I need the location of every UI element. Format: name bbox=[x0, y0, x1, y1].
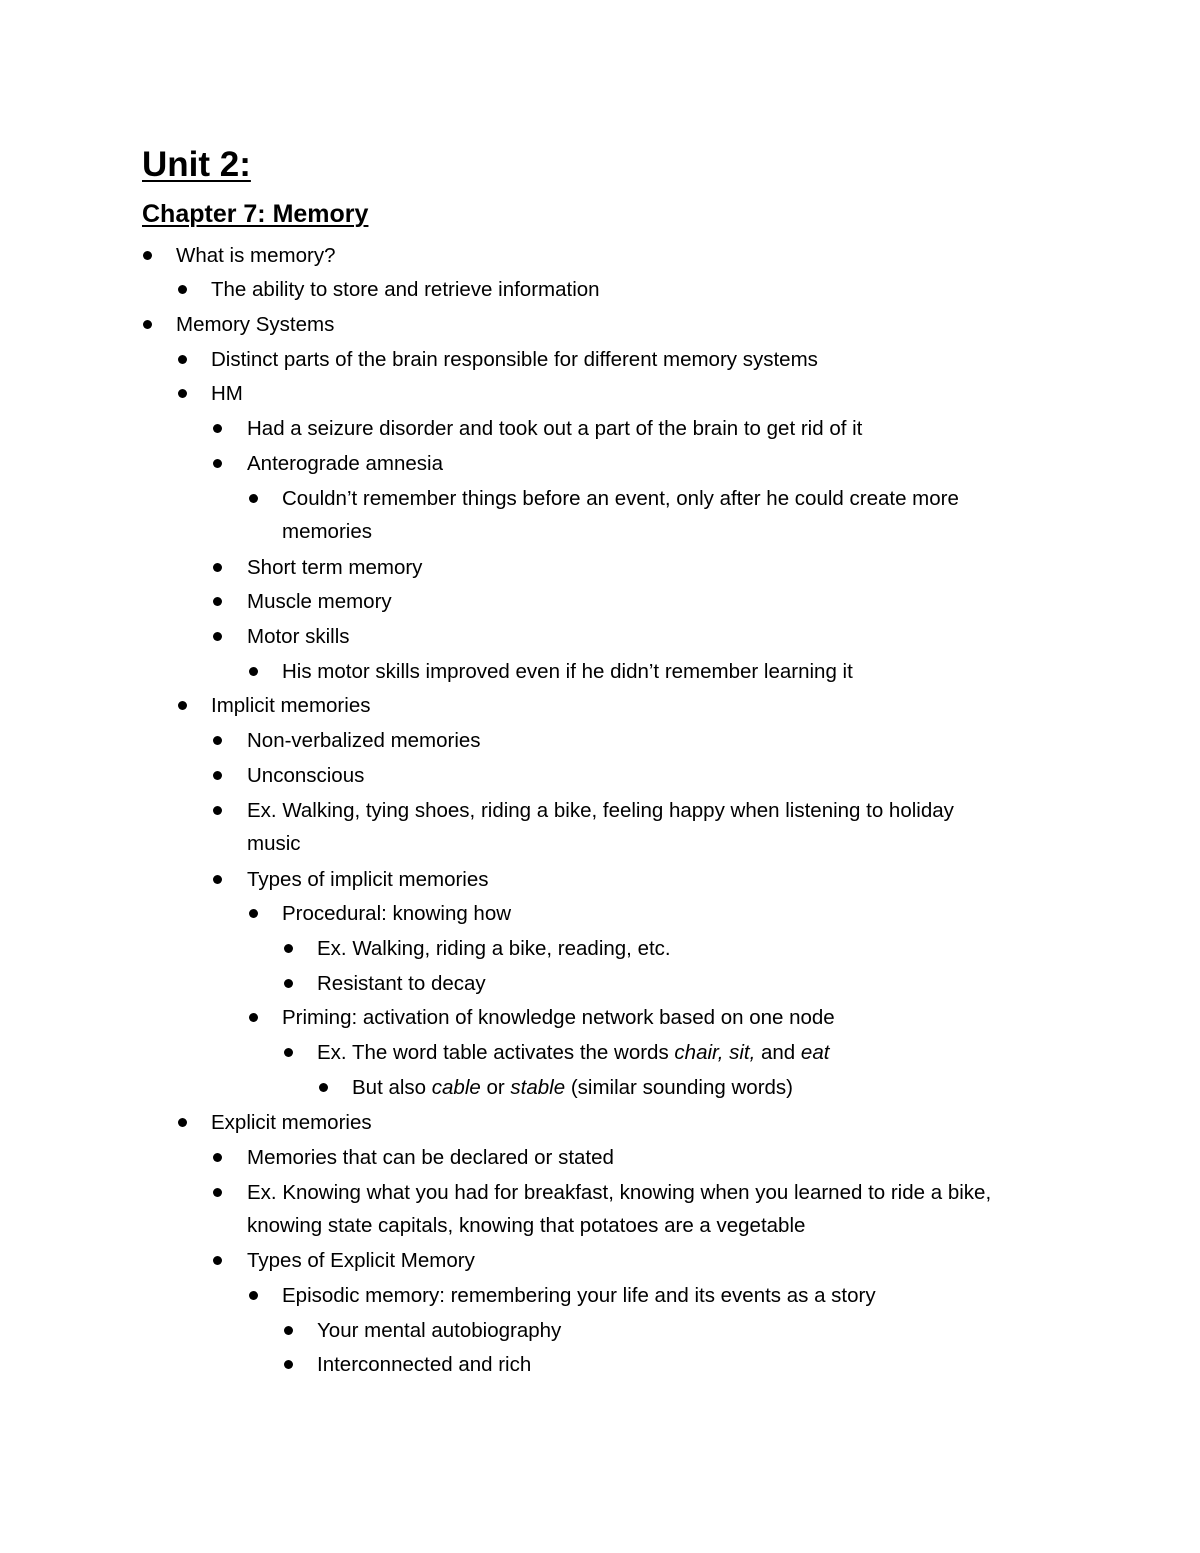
bullet-icon bbox=[213, 459, 222, 468]
bullet-icon bbox=[284, 1360, 293, 1369]
list-item-continuation: knowing state capitals, knowing that potatoes are a vegetable bbox=[247, 1214, 806, 1237]
list-item-text: The ability to store and retrieve information bbox=[211, 278, 600, 301]
bullet-icon bbox=[213, 632, 222, 641]
list-item-text: Priming: activation of knowledge network based on one node bbox=[282, 1006, 835, 1029]
list-item-continuation: music bbox=[247, 832, 301, 855]
list-item-text: Non-verbalized memories bbox=[247, 729, 481, 752]
list-item-text: Anterograde amnesia bbox=[247, 452, 444, 475]
list-item-text: Ex. Walking, tying shoes, riding a bike, feeling happy when listening to holiday bbox=[247, 799, 954, 822]
bullet-icon bbox=[284, 1048, 293, 1057]
bullet-icon bbox=[284, 1326, 293, 1335]
bullet-icon bbox=[178, 285, 187, 294]
bullet-icon bbox=[178, 1118, 187, 1127]
list-item-text: Unconscious bbox=[247, 764, 365, 787]
bullet-icon bbox=[213, 1153, 222, 1162]
bullet-icon bbox=[249, 667, 258, 676]
bullet-icon bbox=[213, 806, 222, 815]
list-item-text: Ex. Walking, riding a bike, reading, etc. bbox=[317, 937, 671, 960]
list-item-text: Memories that can be declared or stated bbox=[247, 1146, 614, 1169]
bullet-icon bbox=[213, 597, 222, 606]
list-item-text: Types of Explicit Memory bbox=[247, 1249, 475, 1272]
list-item-text: Implicit memories bbox=[211, 694, 371, 717]
list-item-text: Short term memory bbox=[247, 556, 423, 579]
bullet-icon bbox=[213, 1188, 222, 1197]
list-item-text: Motor skills bbox=[247, 625, 350, 648]
list-item-text: His motor skills improved even if he didn’t remember learning it bbox=[282, 660, 853, 683]
list-item-text: What is memory? bbox=[176, 244, 336, 267]
bullet-icon bbox=[178, 389, 187, 398]
bullet-icon bbox=[143, 251, 152, 260]
bullet-icon bbox=[178, 701, 187, 710]
list-item-text: Interconnected and rich bbox=[317, 1353, 532, 1376]
bullet-icon bbox=[284, 944, 293, 953]
bullet-icon bbox=[213, 1256, 222, 1265]
bullet-icon bbox=[213, 771, 222, 780]
list-item-continuation: memories bbox=[282, 520, 372, 543]
bullet-icon bbox=[249, 494, 258, 503]
list-item-text: Had a seizure disorder and took out a part of the brain to get rid of it bbox=[247, 417, 863, 440]
bullet-icon bbox=[249, 1013, 258, 1022]
list-item-text: Procedural: knowing how bbox=[282, 902, 512, 925]
bullet-icon bbox=[249, 1291, 258, 1300]
bullet-icon bbox=[284, 979, 293, 988]
list-item-text: Explicit memories bbox=[211, 1111, 372, 1134]
list-item-text: Episodic memory: remembering your life and its events as a story bbox=[282, 1284, 876, 1307]
bullet-icon bbox=[143, 320, 152, 329]
list-item-text: Ex. The word table activates the words chair, sit, and eat bbox=[317, 1041, 830, 1064]
bullet-icon bbox=[213, 424, 222, 433]
list-item-text: Ex. Knowing what you had for breakfast, knowing when you learned to ride a bike, bbox=[247, 1181, 992, 1204]
bullet-icon bbox=[213, 736, 222, 745]
bullet-icon bbox=[213, 875, 222, 884]
list-item-text: HM bbox=[211, 382, 243, 405]
list-item-text: Resistant to decay bbox=[317, 972, 486, 995]
list-item-text: But also cable or stable (similar sounding words) bbox=[352, 1076, 793, 1099]
list-item-text: Your mental autobiography bbox=[317, 1319, 562, 1342]
bullet-icon bbox=[178, 355, 187, 364]
bullet-icon bbox=[249, 909, 258, 918]
bullet-icon bbox=[319, 1083, 328, 1092]
list-item-text: Muscle memory bbox=[247, 590, 392, 613]
unit-heading: Unit 2: bbox=[142, 145, 251, 184]
list-item-text: Distinct parts of the brain responsible for different memory systems bbox=[211, 348, 818, 371]
list-item-text: Types of implicit memories bbox=[247, 868, 489, 891]
list-item-text: Couldn’t remember things before an event, only after he could create more bbox=[282, 487, 959, 510]
list-item-text: Memory Systems bbox=[176, 313, 335, 336]
bullet-icon bbox=[213, 563, 222, 572]
chapter-heading: Chapter 7: Memory bbox=[142, 200, 369, 228]
